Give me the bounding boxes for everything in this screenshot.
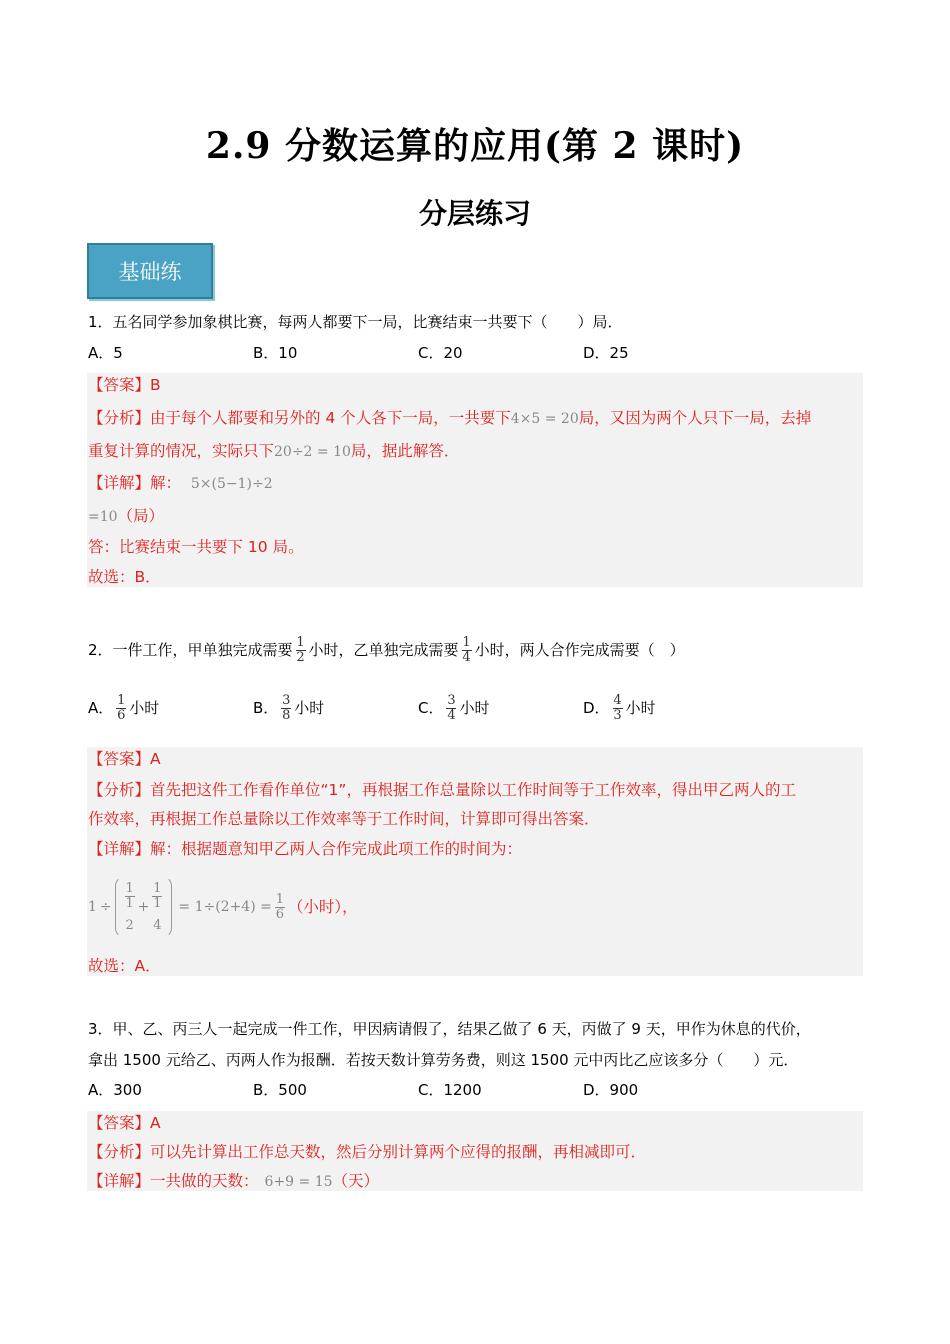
divide-sign: ÷ xyxy=(99,899,112,915)
unit: （天） xyxy=(332,1172,380,1190)
question-text: 小时，两人合作完成需要（ ） xyxy=(474,641,685,659)
detail-text: 一共做的天数： xyxy=(150,1172,259,1190)
answer-tag: 【答案】 xyxy=(88,376,151,394)
fraction xyxy=(446,694,456,723)
answer-tag: 【答案】 xyxy=(88,750,151,768)
detail-tag: 【详解】 xyxy=(88,1172,151,1190)
detail-tag: 【详解】 xyxy=(88,474,151,492)
denominator: 4 xyxy=(447,708,456,723)
denominator: 6 xyxy=(117,708,126,723)
numerator: 1 xyxy=(153,880,162,896)
fraction xyxy=(281,694,291,723)
numerator: 1 xyxy=(296,635,305,650)
compound-fraction xyxy=(152,882,162,933)
inner-numerator: 1 xyxy=(125,895,134,911)
analysis-tag: 【分析】 xyxy=(88,781,151,799)
q2-option-a xyxy=(88,694,159,723)
page-title: 2.9 分数运算的应用(第 2 课时) xyxy=(205,125,745,167)
q1-analysis-line1 xyxy=(88,408,811,429)
q1-choice: 故选：B． xyxy=(88,568,161,586)
unit: 小时 xyxy=(625,699,656,717)
analysis-tag: 【分析】 xyxy=(88,1143,151,1161)
q2-option-b xyxy=(253,694,324,723)
q1-option-c: C．20 xyxy=(418,344,463,362)
q2-analysis-line1 xyxy=(88,780,796,800)
q3-option-d: D．900 xyxy=(583,1081,639,1099)
numerator: 4 xyxy=(613,693,622,708)
math-expression: =10 xyxy=(88,509,118,525)
detail-text: 解：根据题意知甲乙两人合作完成此项工作的时间为： xyxy=(150,840,523,858)
math-expression: 4×5 = 20 xyxy=(510,411,579,427)
q2-choice: 故选：A． xyxy=(88,957,161,975)
unit: （局） xyxy=(117,507,165,525)
numerator: 1 xyxy=(117,693,126,708)
inner-numerator: 1 xyxy=(153,895,162,911)
compound-fraction xyxy=(125,882,135,933)
question-1: 1．五名同学参加象棋比赛，每两人都要下一局，比赛结束一共要下（ ）局． xyxy=(88,313,623,331)
q3-option-b: B．500 xyxy=(253,1081,307,1099)
option-label: B． xyxy=(253,699,279,717)
fraction xyxy=(462,636,472,665)
option-label: A． xyxy=(88,699,114,717)
analysis-text: 局，据此解答． xyxy=(350,442,460,460)
numerator: 1 xyxy=(462,635,471,650)
q3-option-a: A．300 xyxy=(88,1081,142,1099)
question-3-line2: 拿出 1500 元给乙、丙两人作为报酬．若按天数计算劳务费，则这 1500 元中丙比乙应该多分（ ）元． xyxy=(88,1051,799,1069)
answer-value: B xyxy=(150,376,161,394)
detail-tag: 【详解】 xyxy=(88,840,151,858)
math-expression: 20÷2 = 10 xyxy=(274,444,351,460)
q2-answer xyxy=(88,749,161,769)
q1-answer xyxy=(88,375,161,395)
analysis-text: 可以先计算出工作总天数，然后分别计算两个应得的报酬，再相减即可． xyxy=(150,1143,647,1161)
q3-answer xyxy=(88,1113,161,1133)
unit: （小时）， xyxy=(287,898,358,916)
plus-sign: + xyxy=(137,899,150,915)
analysis-text: 首先把这件工作看作单位“1”，再根据工作总量除以工作时间等于工作效率，得出甲乙两人的工 xyxy=(150,781,796,799)
q1-reply: 答：比赛结束一共要下 10 局。 xyxy=(88,538,304,556)
question-3-line1: 3．甲、乙、丙三人一起完成一件工作，甲因病请假了，结果乙做了 6 天，丙做了 9 天，甲作为休息的代价， xyxy=(88,1020,811,1038)
question-text: 小时，乙单独完成需要 xyxy=(308,641,459,659)
q3-detail xyxy=(88,1171,379,1192)
q2-detail xyxy=(88,839,522,859)
denominator: 2 xyxy=(296,650,305,665)
q2-option-d xyxy=(583,694,656,723)
question-text: 2．一件工作，甲单独完成需要 xyxy=(88,641,293,659)
section-badge: 基础练 xyxy=(87,243,213,299)
denominator: 8 xyxy=(282,708,291,723)
result-fraction xyxy=(275,893,285,922)
question-2 xyxy=(88,636,685,665)
denominator: 3 xyxy=(613,708,622,723)
q1-option-d: D．25 xyxy=(583,344,629,362)
math-expression: 6+9 = 15 xyxy=(264,1174,333,1190)
inner-denominator: 2 xyxy=(125,917,134,933)
unit: 小时 xyxy=(459,699,490,717)
numerator: 1 xyxy=(275,891,284,907)
q1-option-a: A．5 xyxy=(88,344,123,362)
answer-tag: 【答案】 xyxy=(88,1114,151,1132)
q1-analysis-line2 xyxy=(88,441,459,462)
analysis-text: 由于每个人都要和另外的 4 个人各下一局，一共要下 xyxy=(150,409,511,427)
denominator: 6 xyxy=(275,906,284,922)
fraction xyxy=(116,694,126,723)
math-expression: = 1÷(2+4) = xyxy=(178,899,272,915)
unit: 小时 xyxy=(129,699,160,717)
numerator: 3 xyxy=(282,693,291,708)
q3-analysis xyxy=(88,1142,646,1162)
analysis-text: 局，又因为两个人只下一局，去掉 xyxy=(578,409,812,427)
fraction xyxy=(296,636,306,665)
page-subtitle: 分层练习 xyxy=(418,197,531,230)
analysis-tag: 【分析】 xyxy=(88,409,151,427)
answer-value: A xyxy=(150,1114,161,1132)
math-expression: 5×(5−1)÷2 xyxy=(190,476,273,492)
q2-analysis-line2: 作效率，再根据工作总量除以工作效率等于工作时间，计算即可得出答案． xyxy=(88,810,600,828)
answer-value: A xyxy=(150,750,161,768)
q1-detail-result xyxy=(88,506,164,527)
q1-option-b: B．10 xyxy=(253,344,298,362)
calc-one: 1 xyxy=(88,899,97,915)
denominator: 4 xyxy=(462,650,471,665)
detail-prefix: 解： xyxy=(150,474,182,492)
numerator: 1 xyxy=(125,880,134,896)
q2-calculation xyxy=(88,876,358,938)
parenthesis-group xyxy=(115,876,173,938)
q3-option-c: C．1200 xyxy=(418,1081,482,1099)
option-label: C． xyxy=(418,699,444,717)
numerator: 3 xyxy=(447,693,456,708)
inner-denominator: 4 xyxy=(153,917,162,933)
q2-option-c xyxy=(418,694,490,723)
fraction xyxy=(613,694,623,723)
option-label: D． xyxy=(583,699,610,717)
analysis-text: 重复计算的情况，实际只下 xyxy=(88,442,275,460)
q1-detail xyxy=(88,473,273,494)
unit: 小时 xyxy=(294,699,325,717)
